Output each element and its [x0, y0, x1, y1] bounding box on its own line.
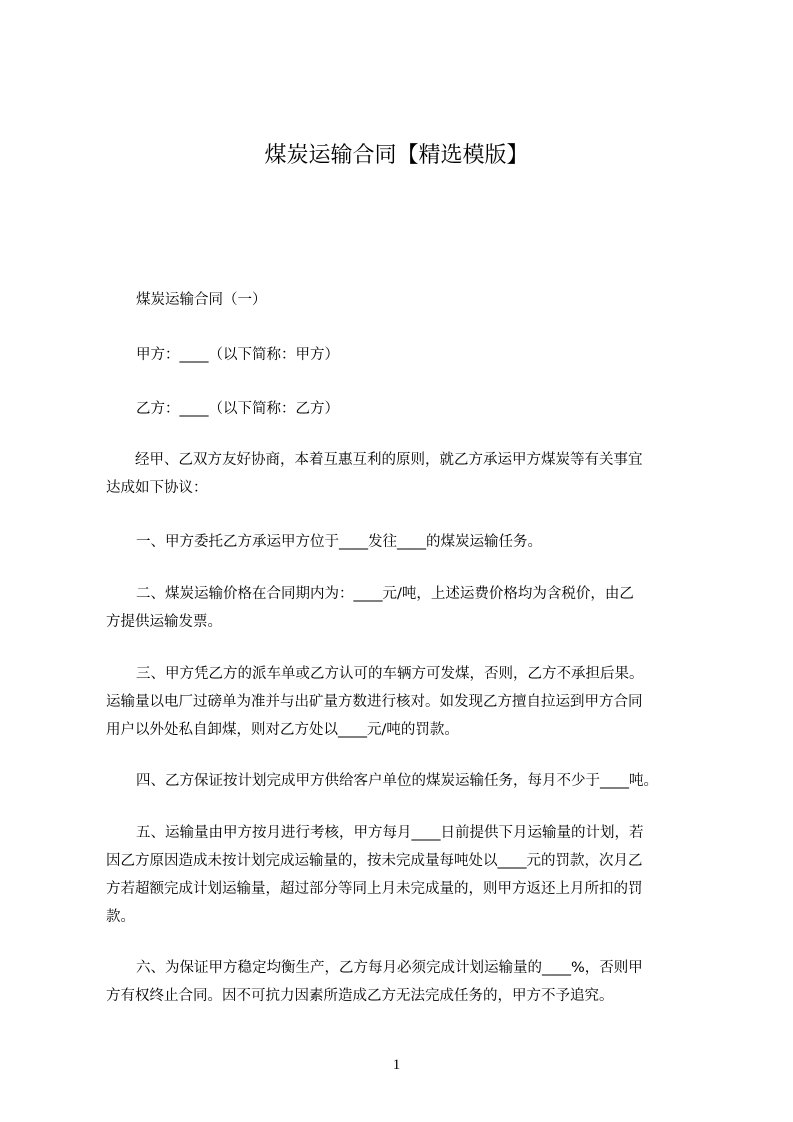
clause-4 — [106, 767, 712, 795]
paragraph-line: 一、甲方委托乙方承运甲方位于____发往____的煤炭运输任务。 — [136, 534, 542, 550]
paragraph-subtitle — [106, 286, 712, 314]
paragraph-line: 甲方：____（以下简称：甲方） — [136, 347, 339, 363]
paragraph-line: 因乙方原因造成未按计划完成运输量的，按未完成量每吨处以____元的罚款，次月乙 — [106, 853, 643, 869]
paragraph-line: 款。 — [106, 909, 135, 925]
paragraph-line: 经甲、乙双方友好协商，本着互惠互利的原则，就乙方承运甲方煤炭等有关事宜 — [135, 452, 643, 468]
paragraph-line: 三、甲方凭乙方的派车单或乙方认可的车辆方可发煤，否则，乙方不承担后果。 — [136, 666, 644, 682]
clause-5 — [106, 819, 712, 931]
paragraph-line: 四、乙方保证按计划完成甲方供给客户单位的煤炭运输任务，每月不少于____吨。 — [136, 773, 658, 789]
paragraph-line: 方有权终止合同。因不可抗力因素所造成乙方无法完成任务的，甲方不予追究。 — [106, 988, 614, 1004]
clause-1 — [106, 528, 712, 556]
paragraph-party-a — [106, 341, 712, 369]
document-title: 煤炭运输合同【精选模版】 — [264, 143, 529, 168]
paragraph-line: 达成如下协议： — [106, 480, 208, 496]
paragraph-line: 煤炭运输合同（一） — [136, 292, 267, 308]
paragraph-preamble — [106, 446, 712, 502]
paragraph-line: 五、运输量由甲方按月进行考核，甲方每月____日前提供下月运输量的计划，若 — [136, 825, 644, 841]
paragraph-line: 运输量以电厂过磅单为准并与出矿量方数进行核对。如发现乙方擅自拉运到甲方合同 — [106, 694, 643, 710]
paragraph-line: 用户以外处私自卸煤，则对乙方处以____元/吨的罚款。 — [106, 722, 459, 738]
paragraph-party-b — [106, 395, 712, 423]
paragraph-line: 六、为保证甲方稳定均衡生产，乙方每月必须完成计划运输量的____%，否则甲 — [136, 960, 643, 976]
paragraph-line: 方若超额完成计划运输量，超过部分等同上月未完成量的，则甲方返还上月所扣的罚 — [106, 881, 643, 897]
paragraph-line: 乙方：____（以下简称：乙方） — [136, 401, 339, 417]
paragraph-line: 二、煤炭运输价格在合同期内为：____元/吨，上述运费价格均为含税价，由乙 — [136, 586, 634, 602]
clause-2 — [106, 580, 712, 636]
page-number: 1 — [392, 1057, 401, 1073]
clause-6 — [106, 954, 712, 1010]
clause-3 — [106, 660, 712, 744]
paragraph-line: 方提供运输发票。 — [106, 614, 222, 630]
